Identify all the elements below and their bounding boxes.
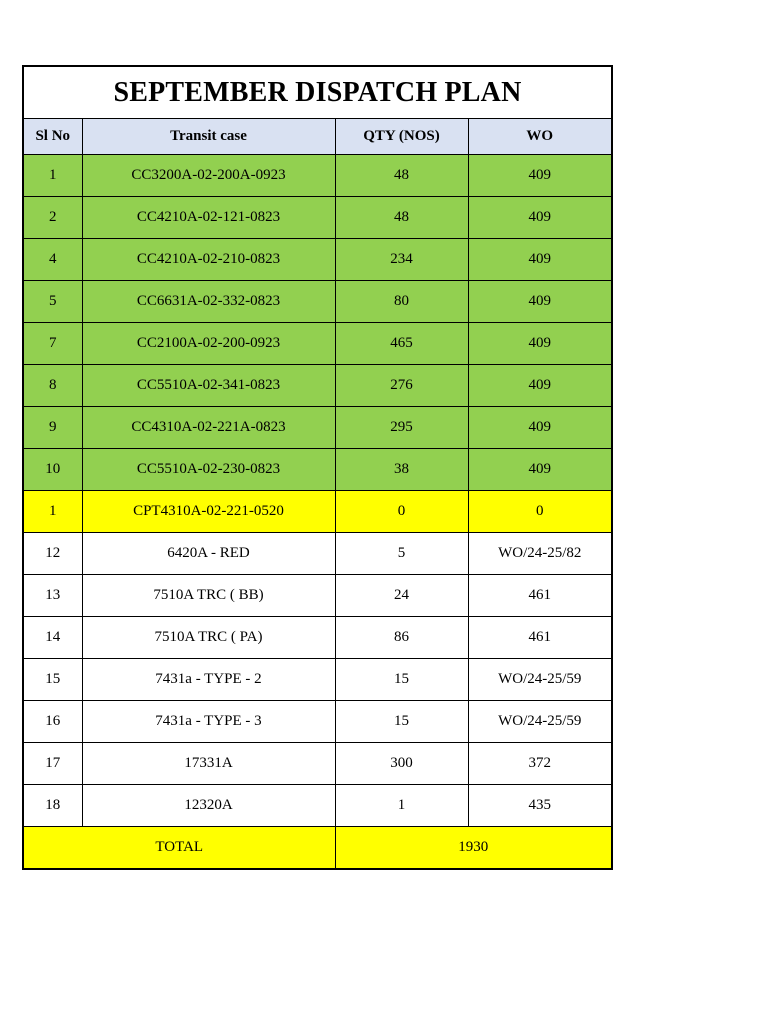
cell-qty: 80 — [335, 281, 468, 323]
cell-wo: 409 — [468, 197, 611, 239]
cell-wo: 409 — [468, 239, 611, 281]
cell-qty: 15 — [335, 701, 468, 743]
cell-transit-case: CC5510A-02-230-0823 — [82, 449, 335, 491]
total-label: TOTAL — [24, 827, 335, 869]
column-header-qty: QTY (NOS) — [335, 119, 468, 155]
table-row — [24, 575, 611, 617]
cell-wo: WO/24-25/59 — [468, 659, 611, 701]
cell-qty: 48 — [335, 197, 468, 239]
cell-transit-case: 12320A — [82, 785, 335, 827]
cell-qty: 86 — [335, 617, 468, 659]
cell-wo: 435 — [468, 785, 611, 827]
cell-transit-case: 7431a - TYPE - 2 — [82, 659, 335, 701]
column-header-transit-case: Transit case — [82, 119, 335, 155]
cell-wo: 409 — [468, 449, 611, 491]
cell-qty: 300 — [335, 743, 468, 785]
cell-sl-no: 8 — [24, 365, 82, 407]
cell-sl-no: 13 — [24, 575, 82, 617]
cell-qty: 15 — [335, 659, 468, 701]
cell-wo: WO/24-25/59 — [468, 701, 611, 743]
cell-wo: 409 — [468, 281, 611, 323]
cell-sl-no: 4 — [24, 239, 82, 281]
cell-sl-no: 17 — [24, 743, 82, 785]
cell-wo: 461 — [468, 617, 611, 659]
cell-sl-no: 9 — [24, 407, 82, 449]
column-header-wo: WO — [468, 119, 611, 155]
cell-sl-no: 14 — [24, 617, 82, 659]
table-row — [24, 449, 611, 491]
table-row — [24, 743, 611, 785]
cell-wo: 372 — [468, 743, 611, 785]
cell-sl-no: 1 — [24, 491, 82, 533]
table-row — [24, 365, 611, 407]
cell-sl-no: 12 — [24, 533, 82, 575]
cell-qty: 234 — [335, 239, 468, 281]
cell-sl-no: 7 — [24, 323, 82, 365]
cell-wo: 409 — [468, 407, 611, 449]
cell-sl-no: 16 — [24, 701, 82, 743]
cell-sl-no: 5 — [24, 281, 82, 323]
cell-transit-case: 6420A - RED — [82, 533, 335, 575]
cell-sl-no: 2 — [24, 197, 82, 239]
cell-transit-case: CC2100A-02-200-0923 — [82, 323, 335, 365]
cell-qty: 38 — [335, 449, 468, 491]
cell-wo: 409 — [468, 155, 611, 197]
header-row — [24, 119, 611, 155]
table-row — [24, 491, 611, 533]
table-row — [24, 281, 611, 323]
cell-wo: WO/24-25/82 — [468, 533, 611, 575]
table-row — [24, 701, 611, 743]
cell-wo: 409 — [468, 365, 611, 407]
table-row — [24, 239, 611, 281]
cell-transit-case: CC5510A-02-341-0823 — [82, 365, 335, 407]
sheet-title: SEPTEMBER DISPATCH PLAN — [24, 67, 611, 119]
total-row — [24, 827, 611, 869]
cell-transit-case: CPT4310A-02-221-0520 — [82, 491, 335, 533]
cell-transit-case: CC4310A-02-221A-0823 — [82, 407, 335, 449]
cell-transit-case: 17331A — [82, 743, 335, 785]
cell-qty: 295 — [335, 407, 468, 449]
table-row — [24, 785, 611, 827]
cell-qty: 1 — [335, 785, 468, 827]
cell-wo: 409 — [468, 323, 611, 365]
table-body — [24, 155, 611, 869]
column-header-sl-no: Sl No — [24, 119, 82, 155]
cell-qty: 5 — [335, 533, 468, 575]
cell-sl-no: 10 — [24, 449, 82, 491]
cell-transit-case: CC3200A-02-200A-0923 — [82, 155, 335, 197]
table-row — [24, 197, 611, 239]
cell-transit-case: 7510A TRC ( PA) — [82, 617, 335, 659]
table-row — [24, 155, 611, 197]
cell-transit-case: CC6631A-02-332-0823 — [82, 281, 335, 323]
cell-sl-no: 15 — [24, 659, 82, 701]
dispatch-table — [24, 119, 611, 868]
cell-wo: 0 — [468, 491, 611, 533]
table-row — [24, 323, 611, 365]
cell-transit-case: 7510A TRC ( BB) — [82, 575, 335, 617]
dispatch-plan-sheet — [22, 65, 613, 870]
cell-qty: 465 — [335, 323, 468, 365]
cell-qty: 24 — [335, 575, 468, 617]
table-row — [24, 659, 611, 701]
cell-sl-no: 1 — [24, 155, 82, 197]
cell-wo: 461 — [468, 575, 611, 617]
cell-qty: 0 — [335, 491, 468, 533]
cell-qty: 276 — [335, 365, 468, 407]
cell-transit-case: CC4210A-02-121-0823 — [82, 197, 335, 239]
table-row — [24, 533, 611, 575]
cell-transit-case: CC4210A-02-210-0823 — [82, 239, 335, 281]
table-row — [24, 617, 611, 659]
total-value: 1930 — [335, 827, 611, 869]
cell-qty: 48 — [335, 155, 468, 197]
table-row — [24, 407, 611, 449]
cell-sl-no: 18 — [24, 785, 82, 827]
cell-transit-case: 7431a - TYPE - 3 — [82, 701, 335, 743]
